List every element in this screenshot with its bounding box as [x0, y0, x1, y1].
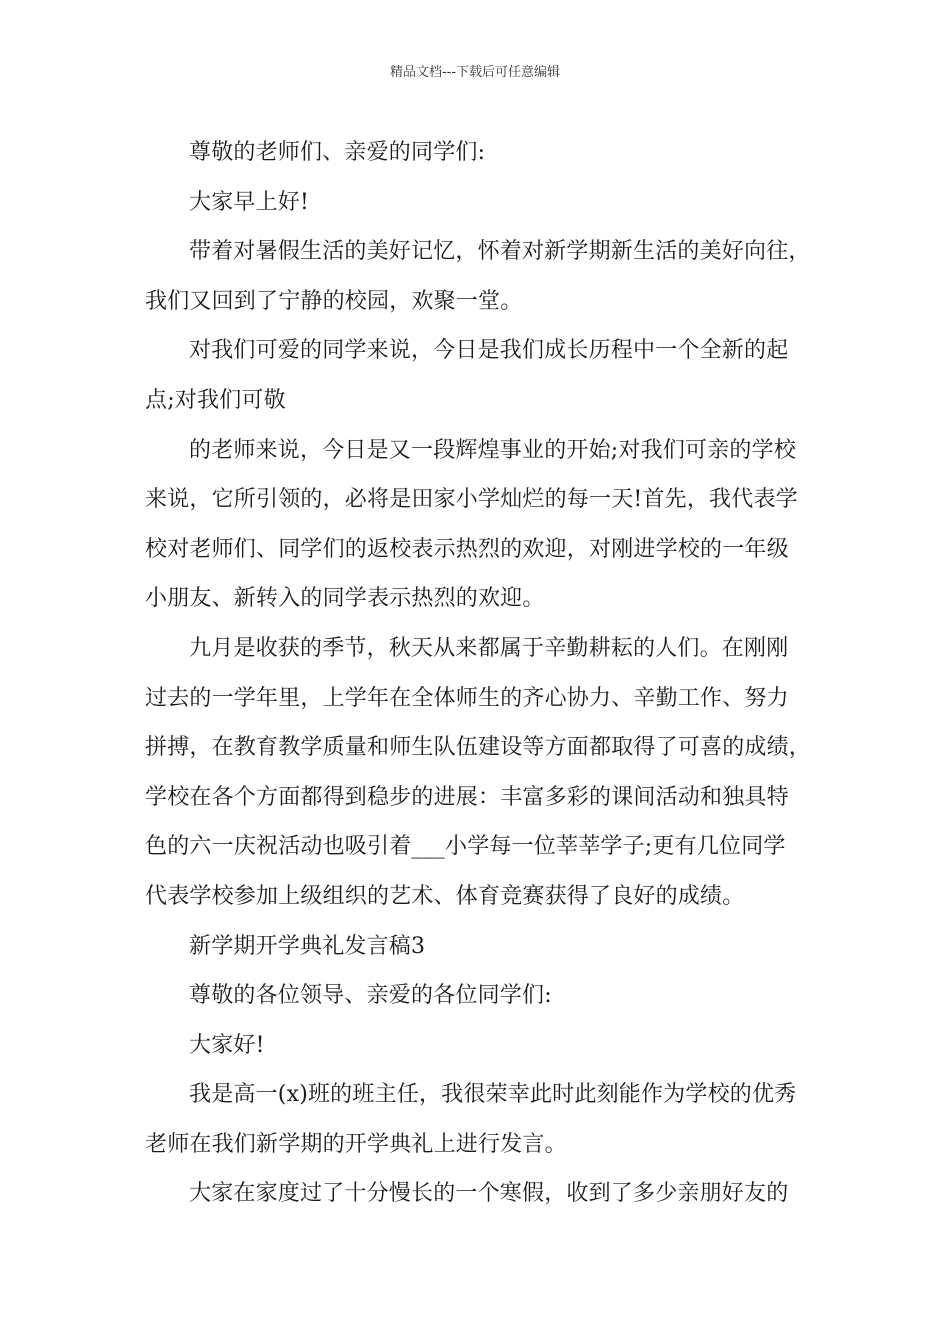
text-line: 的老师来说，今日是又一段辉煌事业的开始;对我们可亲的学校 — [189, 437, 797, 463]
text-line: 大家在家度过了十分慢长的一个寒假，收到了多少亲朋好友的 — [189, 1181, 789, 1207]
text-line: 带着对暑假生活的美好记忆，怀着对新学期新生活的美好向往， — [189, 239, 811, 265]
page-header: 精品文档---下载后可任意编辑 — [389, 65, 561, 80]
text-line: 代表学校参加上级组织的艺术、体育竞赛获得了良好的成绩。 — [145, 883, 745, 909]
text-line: 我们又回到了宁静的校园，欢聚一堂。 — [145, 288, 523, 314]
text-line: 校对老师们、同学们的返校表示热烈的欢迎，对刚进学校的一年级 — [145, 536, 789, 562]
text-line: 学校在各个方面都得到稳步的进展：丰富多彩的课间活动和独具特 — [145, 784, 789, 810]
text-line: 我是高一(x)班的班主任，我很荣幸此时此刻能作为学校的优秀 — [189, 1082, 797, 1108]
section-heading: 新学期开学典礼发言稿3 — [189, 933, 426, 959]
text-line: 小朋友、新转入的同学表示热烈的欢迎。 — [145, 586, 545, 612]
text-line: 拼搏，在教育教学质量和师生队伍建设等方面都取得了可喜的成绩， — [145, 735, 812, 761]
text-line: 对我们可爱的同学来说，今日是我们成长历程中一个全新的起 — [189, 338, 789, 364]
text-line: 点;对我们可敬 — [145, 387, 286, 413]
text-line: 来说，它所引领的，必将是田家小学灿烂的每一天!首先，我代表学 — [145, 487, 798, 513]
document-body — [145, 128, 827, 1219]
text-line: 尊敬的各位领导、亲爱的各位同学们: — [189, 983, 552, 1009]
text-line: 过去的一学年里，上学年在全体师生的齐心协力、辛勤工作、努力 — [145, 685, 789, 711]
text-line: 大家好! — [189, 1032, 265, 1058]
text-line: 尊敬的老师们、亲爱的同学们: — [189, 140, 486, 165]
text-line: 大家早上好! — [189, 189, 310, 215]
text-line: 老师在我们新学期的开学典礼上进行发言。 — [145, 1131, 567, 1157]
text-line: 九月是收获的季节，秋天从来都属于辛勤耕耘的人们。在刚刚 — [189, 635, 789, 661]
text-line: 色的六一庆祝活动也吸引着___小学每一位莘莘学子;更有几位同学 — [145, 834, 786, 860]
